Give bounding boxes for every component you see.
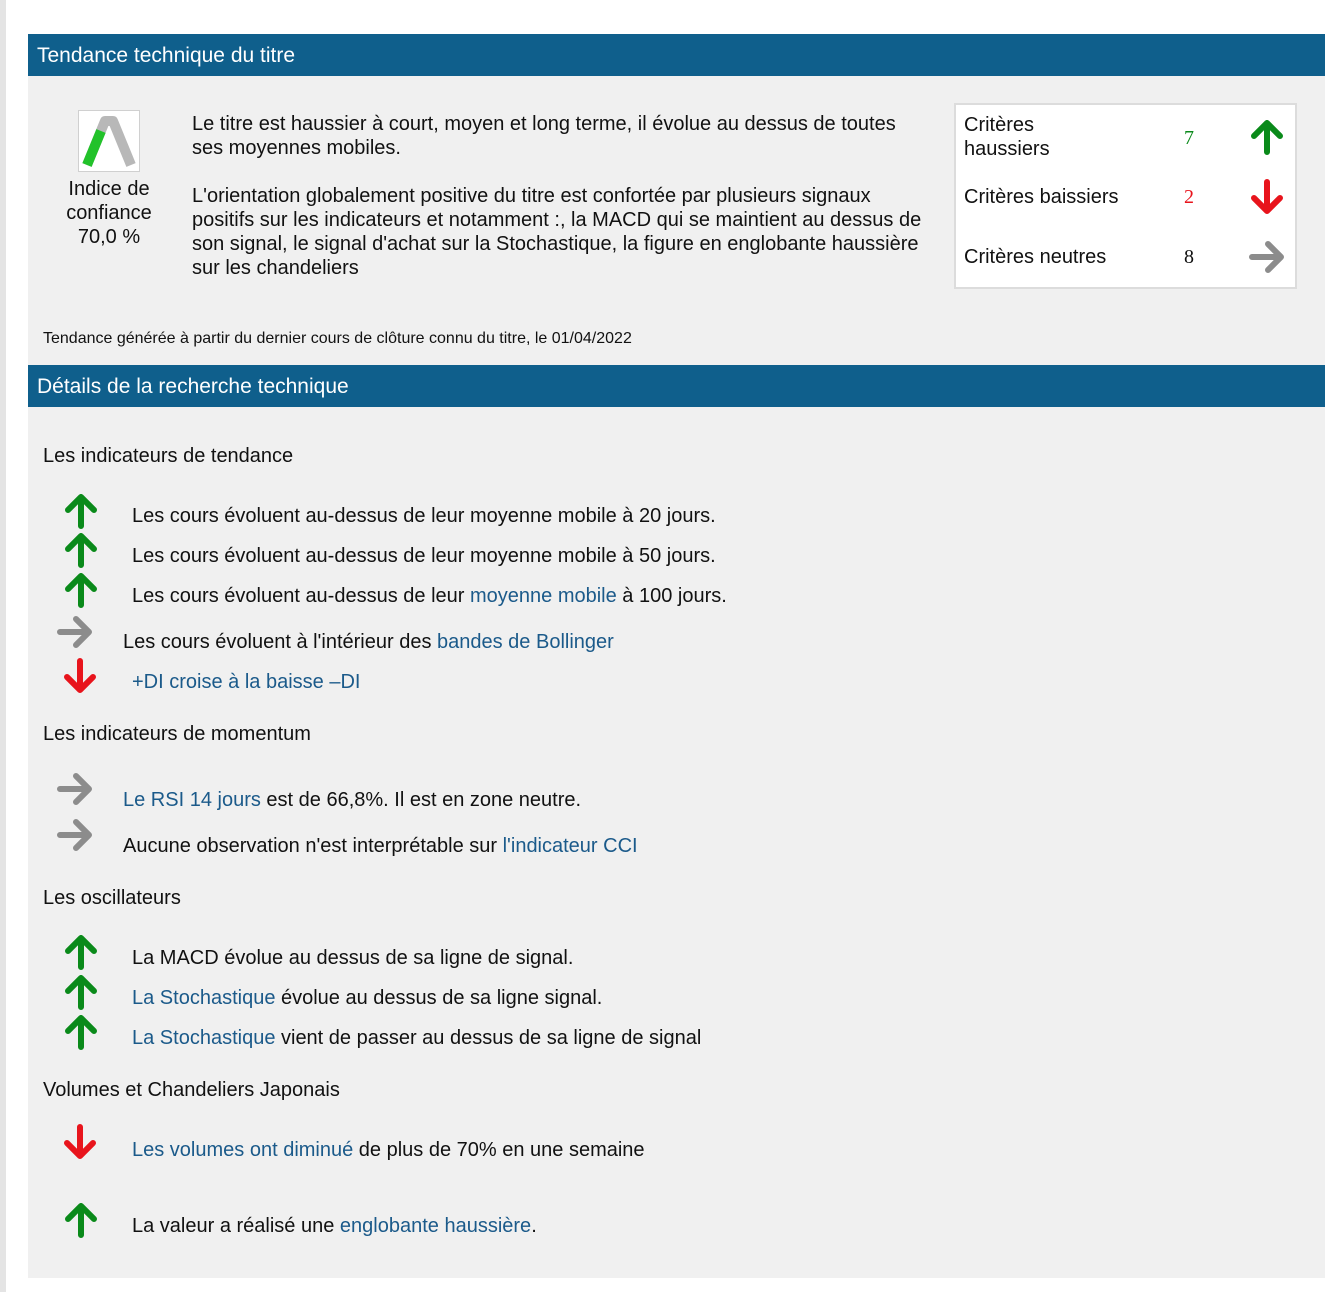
section-heading-momentum: Les indicateurs de momentum bbox=[43, 723, 311, 745]
summary-paragraph-2: L'orientation globalement positive du titre est confortée par plusieurs signaux positifs sur les indicateurs et notamment :, la MACD qui se maintient au dessus de son signal, le signal d'achat sur la Stochastique, la figure en englobante haussière sur les chandeliers bbox=[192, 185, 922, 279]
arrow-up-icon bbox=[62, 1201, 100, 1239]
stochastic-link[interactable]: La Stochastique bbox=[132, 987, 276, 1009]
arrow-up-icon bbox=[62, 1013, 100, 1051]
arrow-right-icon bbox=[56, 816, 94, 854]
confidence-label-line1: Indice de bbox=[68, 178, 150, 200]
volume-link[interactable]: Les volumes ont diminué bbox=[132, 1139, 354, 1161]
arrow-down-icon bbox=[1248, 178, 1286, 216]
section-heading-trend: Les indicateurs de tendance bbox=[43, 445, 294, 467]
criteria-neutral-label: Critères neutres bbox=[964, 246, 1107, 268]
momentum-row-rsi: Le RSI 14 jours est de 66,8%. Il est en zone neutre. bbox=[123, 789, 582, 811]
criteria-up-label: Critères haussiers bbox=[964, 114, 1050, 160]
di-cross-link[interactable]: +DI croise à la baisse –DI bbox=[132, 671, 361, 693]
criteria-up-count: 7 bbox=[1184, 127, 1194, 149]
criteria-neutral-count: 8 bbox=[1184, 246, 1194, 268]
arrow-down-icon bbox=[61, 657, 99, 695]
trend-row-ma20: Les cours évoluent au-dessus de leur moyenne mobile à 20 jours. bbox=[132, 505, 716, 527]
confidence-index bbox=[50, 177, 168, 249]
arrow-right-icon bbox=[1248, 238, 1286, 276]
oscillator-row-stochastic-signal: La Stochastique vient de passer au dessus de sa ligne de signal bbox=[132, 1027, 702, 1049]
candlestick-row: La valeur a réalisé une englobante haussière. bbox=[132, 1215, 537, 1237]
summary-paragraph-1: Le titre est haussier à court, moyen et long terme, il évolue au dessus de toutes ses moyennes mobiles. bbox=[192, 113, 896, 159]
momentum-row-cci: Aucune observation n'est interprétable sur l'indicateur CCI bbox=[123, 835, 638, 857]
arrow-up-icon bbox=[62, 571, 100, 609]
confidence-label-line2: confiance bbox=[66, 202, 152, 224]
technical-details-panel bbox=[28, 365, 1325, 1278]
trend-row-di bbox=[132, 670, 360, 694]
moving-average-link[interactable]: moyenne mobile bbox=[469, 585, 617, 607]
trend-summary-title: Tendance technique du titre bbox=[28, 34, 1325, 76]
volume-row: Les volumes ont diminué de plus de 70% en une semaine bbox=[132, 1139, 645, 1161]
criteria-down-count: 2 bbox=[1184, 186, 1194, 208]
arrow-right-icon bbox=[56, 613, 94, 651]
trend-generation-note: Tendance générée à partir du dernier cours de clôture connu du titre, le 01/04/2022 bbox=[43, 330, 632, 347]
trend-row-ma50: Les cours évoluent au-dessus de leur moyenne mobile à 50 jours. bbox=[132, 545, 716, 567]
oscillator-row-macd: La MACD évolue au dessus de sa ligne de signal. bbox=[132, 947, 574, 969]
rsi-link[interactable]: Le RSI 14 jours bbox=[123, 789, 261, 811]
arrow-up-icon bbox=[1248, 118, 1286, 156]
arrow-up-icon bbox=[62, 973, 100, 1011]
oscillator-row-stochastic: La Stochastique évolue au dessus de sa ligne signal. bbox=[132, 987, 603, 1009]
arrow-up-icon bbox=[62, 531, 100, 569]
trend-logo-icon bbox=[78, 110, 140, 172]
section-heading-volumes: Volumes et Chandeliers Japonais bbox=[43, 1079, 340, 1101]
criteria-box bbox=[954, 103, 1297, 289]
technical-details-title: Détails de la recherche technique bbox=[28, 365, 1325, 407]
trend-summary-panel bbox=[28, 34, 1325, 365]
trend-row-bollinger: Les cours évoluent à l'intérieur des bandes de Bollinger bbox=[123, 631, 614, 653]
bullish-engulfing-link[interactable]: englobante haussière bbox=[339, 1215, 532, 1237]
arrow-up-icon bbox=[62, 492, 100, 530]
arrow-right-icon bbox=[56, 770, 94, 808]
section-heading-oscillators: Les oscillateurs bbox=[43, 887, 181, 909]
stochastic-link-2[interactable]: La Stochastique bbox=[132, 1027, 276, 1049]
criteria-down-label: Critères baissiers bbox=[964, 186, 1119, 208]
confidence-value: 70,0 % bbox=[77, 226, 141, 248]
trend-row-ma100: Les cours évoluent au-dessus de leur moyenne mobile à 100 jours. bbox=[132, 585, 727, 607]
bollinger-bands-link[interactable]: bandes de Bollinger bbox=[437, 631, 614, 653]
arrow-up-icon bbox=[62, 933, 100, 971]
cci-link[interactable]: l'indicateur CCI bbox=[502, 835, 638, 857]
page-left-border bbox=[0, 0, 6, 1292]
arrow-down-icon bbox=[61, 1123, 99, 1161]
